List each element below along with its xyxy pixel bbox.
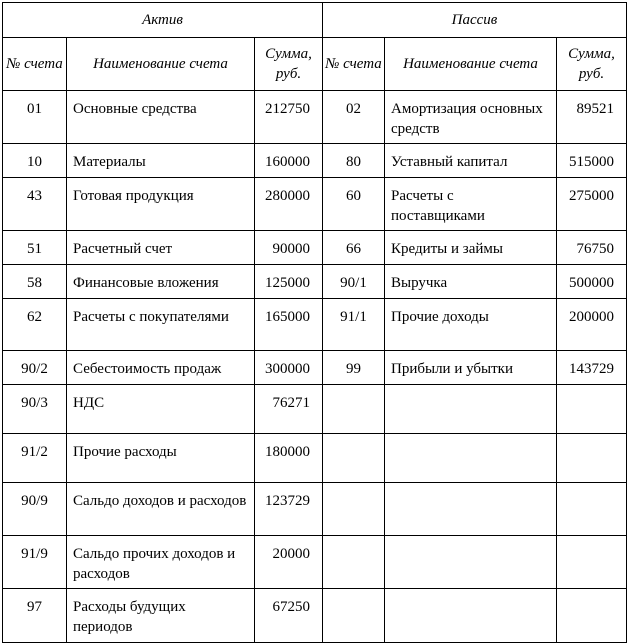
table-row	[3, 231, 627, 265]
cell-active-account-no: 62	[3, 299, 67, 351]
table-row	[3, 144, 627, 178]
cell-passive-account-name	[385, 536, 557, 589]
cell-passive-account-name: Кредиты и займы	[385, 231, 557, 265]
cell-active-account-no: 90/9	[3, 483, 67, 536]
cell-active-account-name: Расчеты с покупателями	[67, 299, 255, 351]
cell-active-amount: 212750	[255, 91, 323, 144]
cell-passive-account-no	[323, 589, 385, 643]
cell-passive-account-no: 60	[323, 178, 385, 231]
cell-active-account-no: 43	[3, 178, 67, 231]
cell-active-amount: 300000	[255, 351, 323, 385]
cell-active-account-no: 90/2	[3, 351, 67, 385]
cell-active-amount: 76271	[255, 385, 323, 434]
cell-active-account-name: Сальдо доходов и расходов	[67, 483, 255, 536]
table-row	[3, 265, 627, 299]
section-passive-header: Пассив	[323, 3, 627, 38]
cell-passive-account-no: 80	[323, 144, 385, 178]
cell-active-account-no: 51	[3, 231, 67, 265]
cell-active-account-name: Расходы будущих периодов	[67, 589, 255, 643]
cell-passive-amount: 515000	[557, 144, 627, 178]
cell-passive-amount: 89521	[557, 91, 627, 144]
cell-passive-account-no: 99	[323, 351, 385, 385]
cell-active-account-no: 91/9	[3, 536, 67, 589]
cell-passive-amount	[557, 536, 627, 589]
cell-passive-account-name	[385, 589, 557, 643]
cell-passive-account-no	[323, 483, 385, 536]
cell-active-account-name: Основные средства	[67, 91, 255, 144]
table-row	[3, 351, 627, 385]
cell-active-account-no: 90/3	[3, 385, 67, 434]
cell-passive-amount: 143729	[557, 351, 627, 385]
cell-passive-account-no: 91/1	[323, 299, 385, 351]
cell-passive-account-name	[385, 385, 557, 434]
cell-passive-account-no: 90/1	[323, 265, 385, 299]
cell-passive-account-name: Амортизация основных средств	[385, 91, 557, 144]
cell-passive-account-name: Расчеты с поставщиками	[385, 178, 557, 231]
table-row	[3, 434, 627, 483]
cell-active-amount: 20000	[255, 536, 323, 589]
header-passive-account-name: Наименование счета	[385, 38, 557, 91]
cell-active-account-name: Расчетный счет	[67, 231, 255, 265]
cell-passive-account-name	[385, 483, 557, 536]
header-active-account-name: Наименование счета	[67, 38, 255, 91]
cell-passive-account-name: Прочие доходы	[385, 299, 557, 351]
cell-active-amount: 165000	[255, 299, 323, 351]
cell-passive-amount	[557, 385, 627, 434]
table-row	[3, 91, 627, 144]
table-row	[3, 299, 627, 351]
cell-passive-amount: 76750	[557, 231, 627, 265]
cell-passive-account-no: 66	[323, 231, 385, 265]
cell-active-amount: 125000	[255, 265, 323, 299]
table-row	[3, 385, 627, 434]
cell-active-account-no: 91/2	[3, 434, 67, 483]
table-row	[3, 483, 627, 536]
cell-active-amount: 280000	[255, 178, 323, 231]
table-row	[3, 178, 627, 231]
header-passive-account-no: № счета	[323, 38, 385, 91]
cell-active-amount: 67250	[255, 589, 323, 643]
cell-active-account-no: 58	[3, 265, 67, 299]
header-passive-amount: Сумма, руб.	[557, 38, 627, 91]
column-header-row	[3, 38, 627, 91]
table-body	[3, 91, 627, 643]
section-header-row	[3, 3, 627, 38]
cell-active-amount: 90000	[255, 231, 323, 265]
cell-passive-account-no: 02	[323, 91, 385, 144]
table-row	[3, 589, 627, 643]
cell-active-account-name: Себестоимость продаж	[67, 351, 255, 385]
header-active-account-no: № счета	[3, 38, 67, 91]
cell-active-amount: 160000	[255, 144, 323, 178]
table-row	[3, 536, 627, 589]
cell-active-account-no: 10	[3, 144, 67, 178]
cell-active-account-name: Готовая продукция	[67, 178, 255, 231]
balance-table	[2, 2, 627, 643]
cell-passive-account-no	[323, 536, 385, 589]
cell-passive-account-name: Уставный капитал	[385, 144, 557, 178]
cell-active-account-name: Материалы	[67, 144, 255, 178]
cell-active-account-no: 97	[3, 589, 67, 643]
cell-passive-amount	[557, 434, 627, 483]
section-active-header: Актив	[3, 3, 323, 38]
cell-passive-amount: 200000	[557, 299, 627, 351]
cell-passive-account-no	[323, 385, 385, 434]
cell-passive-account-name: Прибыли и убытки	[385, 351, 557, 385]
cell-passive-account-no	[323, 434, 385, 483]
cell-active-amount: 180000	[255, 434, 323, 483]
cell-active-account-name: Финансовые вложения	[67, 265, 255, 299]
cell-active-account-no: 01	[3, 91, 67, 144]
cell-active-account-name: Прочие расходы	[67, 434, 255, 483]
cell-passive-account-name	[385, 434, 557, 483]
cell-passive-amount	[557, 483, 627, 536]
cell-passive-account-name: Выручка	[385, 265, 557, 299]
cell-active-account-name: НДС	[67, 385, 255, 434]
cell-passive-amount: 275000	[557, 178, 627, 231]
cell-active-amount: 123729	[255, 483, 323, 536]
cell-active-account-name: Сальдо прочих доходов и расходов	[67, 536, 255, 589]
header-active-amount: Сумма, руб.	[255, 38, 323, 91]
cell-passive-amount: 500000	[557, 265, 627, 299]
cell-passive-amount	[557, 589, 627, 643]
